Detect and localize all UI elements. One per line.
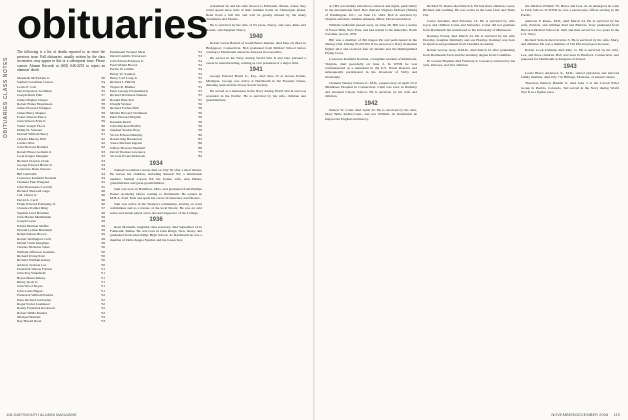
section-sidebar-label: OBITUARIES CLASS NOTES bbox=[3, 57, 9, 138]
class-year: '56 bbox=[197, 102, 202, 107]
class-year: '56 bbox=[197, 110, 202, 115]
deceased-name: Stephen Lind Hartman bbox=[17, 210, 49, 215]
deceased-name: Joseph Gorin bbox=[17, 219, 36, 224]
obituary-column-3 bbox=[206, 4, 306, 104]
right-page bbox=[315, 0, 628, 420]
class-year: '39 bbox=[100, 106, 105, 111]
obituary-paragraph: Bill was a member of Phi Kappa Psi and participated in the Outing Club. During World War II he served as a Navy lieutenant fighter pilot and received four air medals and the Distinguished Flying Cross. bbox=[325, 38, 417, 56]
class-year: '54 bbox=[197, 67, 202, 72]
deceased-name: Daniel Clark Kingman bbox=[17, 241, 49, 246]
deceased-name: Richard Forbes Hull bbox=[110, 106, 139, 111]
deceased-name: Roger Porter Luskhead bbox=[17, 301, 50, 306]
class-year-heading: 1936 bbox=[149, 217, 163, 224]
obituary-paragraph: Rene Marinelli, longtime class secretary, died September 19 in Falmouth, Maine. He was born in Glen Ridge, New Jersey, and graduated from Glen Ridge High School. At Dartmouth he was a member of Delta Kappa Epsilon and the Green Key. bbox=[110, 224, 202, 242]
class-year: '55 bbox=[197, 97, 202, 102]
deceased-name: Robert Reg Henderson bbox=[110, 136, 143, 141]
class-year: '39 bbox=[100, 115, 105, 120]
obituary-paragraph: Richard Schock died October 3. He is survived by his wife, Mary, and children. He was a member of Chi Phi and played lacrosse. bbox=[521, 38, 619, 47]
class-year: '49 bbox=[100, 228, 105, 232]
class-year-heading: 1942 bbox=[364, 100, 378, 107]
page-footer bbox=[551, 412, 620, 417]
class-year: '39 bbox=[100, 110, 105, 115]
class-year: '41 bbox=[100, 132, 105, 137]
deceased-name: Richard Shotwell Gage bbox=[17, 188, 50, 193]
class-year: '44 bbox=[100, 175, 105, 180]
class-year: '36 bbox=[100, 84, 105, 89]
class-year: '50 bbox=[100, 258, 105, 263]
class-year: '52 bbox=[100, 293, 105, 298]
deceased-name: Harry Carl Long Jr. bbox=[110, 76, 138, 81]
deceased-name: James Hughes Thayer bbox=[17, 97, 48, 102]
obituary-paragraph: Theodore Herbert Haskell Jr. died June 5 at the Carroll Elder Group in Pueblo, Colorado. Ted served in the Navy during World War II as a fighter pilot. bbox=[521, 81, 619, 95]
deaths-list-continued bbox=[110, 50, 202, 159]
deceased-name: Donald Lyman Burnham bbox=[17, 228, 52, 232]
deceased-name: Foster Warren Pierce bbox=[17, 115, 47, 120]
obituary-paragraph: Lawrence Kenfield Norman, a longtime resident of Richmond, Virginia, died peacefully on June 2. In WWII he was commissioned as a lieutenant in the U.S. Naval Reserve and subsequently participated in the invasions of Sicily and Normandy. bbox=[325, 57, 417, 79]
obituary-paragraph: He served as a lieutenant in the Navy during World War II and was wounded in the Pacific. He is survived by his wife, children and grandchildren. bbox=[206, 89, 306, 103]
deceased-name: Richard William Kelley bbox=[17, 258, 51, 263]
deceased-name: Wayne B. Blumer bbox=[110, 84, 136, 89]
class-year: '35 bbox=[100, 89, 105, 93]
class-year: '56 bbox=[197, 119, 202, 124]
deceased-name: William Jefferson Geitsma bbox=[17, 249, 55, 254]
class-year: '51 bbox=[100, 275, 105, 280]
class-year: '45 bbox=[100, 184, 105, 189]
class-year: '56 bbox=[197, 115, 202, 120]
obituary-paragraph: Robert Grover Gray, D.M.D., died March 21 after graduating from Dartmouth Tuck and the dentistry degree from Columbia. bbox=[423, 48, 515, 57]
class-year: '42 bbox=[100, 136, 105, 141]
class-year: '55 bbox=[197, 76, 202, 81]
class-year: '44 bbox=[100, 167, 105, 172]
deceased-name: David Spencer Goldman bbox=[17, 89, 52, 93]
page-title: obituaries bbox=[17, 1, 208, 47]
deceased-name: Victor Edward Murphy bbox=[110, 132, 143, 137]
left-page bbox=[0, 0, 313, 420]
deceased-name: Randy Frederick Rockwell bbox=[17, 306, 55, 311]
class-year: '60 bbox=[197, 132, 202, 137]
class-year: '66 bbox=[197, 141, 202, 146]
issue-date: NOVEMBER/DECEMBER 2008 bbox=[551, 412, 609, 417]
deceased-entry bbox=[17, 319, 105, 323]
class-year-heading: 1941 bbox=[249, 67, 263, 74]
deaths-list bbox=[17, 76, 105, 324]
deceased-name: Peter Richard Garbarino bbox=[17, 297, 52, 302]
class-year: '58 bbox=[197, 123, 202, 128]
class-year: '51 bbox=[100, 271, 105, 276]
deceased-name: Victoria Evans McIntosh bbox=[110, 154, 145, 159]
deceased-name: Lewis E. Colt bbox=[17, 84, 37, 89]
deceased-name: Frank Edward Pollansky Jr. bbox=[17, 201, 56, 206]
deceased-name: Dwight Wolper bbox=[110, 102, 132, 107]
class-year: '55 bbox=[197, 80, 202, 85]
class-year: '46 bbox=[100, 188, 105, 193]
deceased-name: Vance Michael Ingram bbox=[110, 141, 142, 146]
class-year-heading: 1943 bbox=[563, 63, 577, 70]
obituary-paragraph: Lewis Bruce Anderson Jr., M.D., retired physician and beloved family member, died July 7 in Billings, Montana, of natural causes. bbox=[521, 71, 619, 80]
obituary-paragraph: Carter deLaittre died February 14. He is survived by wife Joyce and children Carter and Natascha. Carter did not graduate from Dartmouth but transferred to the University of Minnesota. bbox=[423, 18, 515, 32]
deceased-name: Clarence Kohler Ring bbox=[17, 206, 48, 211]
class-year: '52 bbox=[100, 297, 105, 302]
class-year: '45 bbox=[100, 180, 105, 185]
deceased-name: Emmanuel Wolpert Metz bbox=[110, 50, 146, 54]
obituary-paragraph: Sam was born in Hamilton, Ohio, and graduated from Phillips Exeter Academy before coming to Dartmouth. He earned an M.B.A. from Tuck and spent his career in insurance and finance. bbox=[110, 187, 202, 201]
obituary-paragraph: Anthony F. Russo, M.D., died March 24. He is survived by his wife, Patricia, and children Paul and Barbara. Tony graduated from Harvard Medical School in 1945 and then served for two years in the U.S. Navy. bbox=[521, 18, 619, 37]
obituary-paragraph: Romney Ewing died March 24. He is survived by his wife Dorothy, daughter Kimberly and son Bradley. Romney was born in Ipswich and graduated from Cheshire Academy. bbox=[423, 33, 515, 47]
class-year: '54 bbox=[197, 71, 202, 76]
class-year: '54 bbox=[197, 63, 202, 68]
class-year: '55 bbox=[197, 84, 202, 89]
class-year: '43 bbox=[100, 149, 105, 154]
obituary-paragraph: Clement Stanley Scholes Jr., M.D., passed away on April 25 at Middlesex Hospital in Connecticut. Clem was born in Danbury and attended Choate School. He is survived by his wife and children. bbox=[325, 80, 417, 99]
class-year: '46 bbox=[100, 201, 105, 206]
class-year-heading: 1940 bbox=[249, 34, 263, 41]
class-year: '49 bbox=[100, 219, 105, 224]
deceased-name: George Edward Brand Jr. bbox=[17, 162, 53, 167]
deceased-name: Charles Murray Hall bbox=[17, 136, 46, 141]
deceased-name: Frederick Vinson Farbert bbox=[17, 267, 53, 272]
deceased-name: Lawrence Kenfield Norman bbox=[17, 175, 57, 180]
deceased-name: Andrew Jackson Lee bbox=[17, 262, 47, 267]
class-year: '47 bbox=[100, 206, 105, 211]
deceased-name: David A. Cecil bbox=[17, 197, 38, 202]
class-year: '30 bbox=[100, 75, 105, 80]
deceased-name: Michael Bonnell bbox=[17, 314, 41, 319]
deceased-name: David Thomas Lawrence bbox=[110, 149, 146, 154]
deceased-name: Robert Fisher Hopkinson bbox=[17, 102, 53, 107]
class-year: '53 bbox=[197, 50, 202, 54]
deceased-name: Leon Kruger Meagher bbox=[17, 154, 49, 159]
obituary-paragraph: Nelson W. Crane died April 22. He is survived by his wife, Mary Belle Keller-Crane, and son William. At Dartmouth he majored in English and history. bbox=[325, 107, 417, 121]
obituary-paragraph: George Edward Brand Jr., Esq., died June 25 at Grosse Pointe, Michigan. George was active at Dartmouth in the Forensic Union, debating team and the Tower Room Society. bbox=[206, 74, 306, 88]
deceased-name: John Devereaux Corvelti bbox=[17, 184, 52, 189]
obituary-paragraph: He served in the Navy during World War II and later pursued a career in manufacturing, retiring as vice president of a major firm. bbox=[206, 56, 306, 65]
class-year: '42 bbox=[100, 141, 105, 146]
class-year: '53 bbox=[100, 314, 105, 319]
deceased-name: Henry Rock Jr. bbox=[17, 280, 39, 285]
class-year: '55 bbox=[197, 89, 202, 94]
class-year: '75 bbox=[197, 149, 202, 154]
class-year: '49 bbox=[100, 223, 105, 228]
deceased-name: John Louis Hagan bbox=[17, 288, 43, 293]
deceased-name: Donald William Berry bbox=[17, 132, 49, 137]
deceased-name: Jeffrey Howard Shendell bbox=[110, 145, 145, 150]
deceased-name: Lawrence Dean Stewart bbox=[17, 167, 51, 172]
class-year: '52 bbox=[100, 301, 105, 306]
deceased-name: Henry W. Sanders bbox=[110, 71, 136, 76]
class-year: '55 bbox=[197, 93, 202, 98]
deceased-name: Clement Fisk Wiegand bbox=[17, 180, 50, 185]
deceased-name: Lucius Wise bbox=[17, 141, 35, 146]
class-year: '46 bbox=[100, 197, 105, 202]
obituary-column-1 bbox=[17, 50, 105, 324]
class-year: '42 bbox=[100, 145, 105, 150]
obituary-paragraph: Robert Lewis Hartich of South Bend, Indiana, died May 16. Born in Bridgeport, Connecticut, Bob graduated from Milford School before coming to Dartmouth where he majored in economics. bbox=[206, 41, 306, 55]
class-year: '49 bbox=[100, 214, 105, 219]
obituary-paragraph: William Galbraith passed away on June 28. Bill was a native of Forest Hills, New York, and had retired to the Asheville, North Carolina, area in 1979. bbox=[325, 23, 417, 37]
intro-paragraph: The following is a list of deaths reported to us since the previous issue. Full obituaries, usually written by the class secretaries, may appear in this or a subsequent issue. Please contact Alumni Records at (603) 646-2253 to report an alumnus' death. bbox=[17, 50, 105, 73]
obituary-column-5 bbox=[423, 4, 515, 69]
class-year-heading: 1934 bbox=[149, 160, 163, 167]
deceased-name: Samuel Goodman Carson bbox=[17, 80, 53, 85]
page-number: 119 bbox=[613, 412, 620, 417]
obituary-paragraph: He is survived by his wife of 63 years, Nancy, and sons, Rene and Robert, and daughter Nancy. bbox=[206, 23, 306, 32]
deceased-name: Edwin Herman Maffie bbox=[17, 223, 49, 228]
class-year: '44 bbox=[100, 171, 105, 176]
obituary-paragraph: Sam was active in the Westport community, serving on town committees and as a trustee of the local library. He was an avid sailor and tennis player and a devoted supporter of the College. bbox=[110, 202, 202, 215]
obituary-paragraph: retirement he and his wife moved to Falmouth, Maine, where they could spend more time at their summer home on Chebeague Island. Rene lived a full life and will be greatly missed by his many classmates and friends. bbox=[206, 4, 306, 22]
deceased-name: James Berry Shapiro bbox=[17, 110, 47, 115]
deceased-name: John Roy Wakefield bbox=[17, 271, 46, 276]
deceased-name: Stephen Yerdon Hoyt bbox=[110, 128, 141, 133]
deceased-name: John Edwin Erickson Jr. bbox=[110, 58, 145, 63]
deceased-name: John Harlan Middlemist bbox=[17, 214, 52, 219]
deceased-name: Stuart Joseph Flood bbox=[17, 123, 45, 128]
class-year: '50 bbox=[100, 262, 105, 267]
obituary-column-2 bbox=[110, 50, 202, 244]
class-year: '51 bbox=[100, 280, 105, 285]
obituary-paragraph: H. Gowan Hayman died February 6. Gowan is survived by his wife, Dolores, and five children. bbox=[423, 58, 515, 68]
class-year: '40 bbox=[100, 128, 105, 133]
class-year: '49 bbox=[100, 236, 105, 241]
deceased-name: Frederick William Endres bbox=[17, 293, 54, 298]
deceased-name: Parvin D. Gillim bbox=[110, 67, 134, 72]
deceased-name: David Camillo Traversari bbox=[110, 54, 146, 59]
deceased-name: Robert Wellington Cecil bbox=[17, 236, 52, 241]
deceased-name: John Warren Fritz Jr. bbox=[17, 119, 47, 124]
class-year: '50 bbox=[100, 245, 105, 250]
deceased-name: Fred Wright Brown bbox=[110, 63, 138, 68]
class-year: '38 bbox=[100, 97, 105, 102]
deceased-name: James Howard Schipper bbox=[17, 106, 52, 111]
deceased-name: John Maclean Pfeiffer bbox=[110, 123, 142, 128]
deceased-name: Ronald Hale Port bbox=[110, 97, 135, 102]
class-year: '68 bbox=[197, 145, 202, 150]
class-year: '34 bbox=[100, 80, 105, 85]
class-year: '53 bbox=[100, 319, 105, 324]
deceased-name: Bill Galbraith bbox=[17, 171, 37, 176]
class-year: '51 bbox=[100, 284, 105, 289]
deceased-name: John Howard Holland bbox=[17, 145, 48, 150]
deceased-name: Robert Willis Kneitel bbox=[17, 310, 47, 315]
class-year: '63 bbox=[197, 136, 202, 141]
class-year: '39 bbox=[100, 119, 105, 124]
deceased-name: Richard J. Hill III bbox=[110, 80, 135, 85]
deceased-name: Kenneth Reich bbox=[110, 119, 131, 124]
deceased-name: Ray Harold Ryan bbox=[17, 319, 42, 324]
class-year: '58 bbox=[197, 128, 202, 133]
deceased-name: J.M. Oliver Jr. bbox=[17, 193, 38, 198]
obituary-paragraph: Robert Cook Tomkins died May 11. He is survived by his wife, Lee, and three children. Bob was born in Hartford, Connecticut, and prepared for Dartmouth at Kingswood School. bbox=[521, 48, 619, 62]
deceased-name: Joseph Mark Fuhr bbox=[17, 93, 43, 98]
deceased-name: Peter Howard Pilgrim bbox=[110, 115, 141, 120]
class-year: '52 bbox=[100, 310, 105, 315]
class-year: '82 bbox=[197, 154, 202, 159]
class-year: '52 bbox=[100, 306, 105, 311]
obituary-column-4 bbox=[325, 4, 417, 123]
class-year: '40 bbox=[100, 123, 105, 128]
class-year: '50 bbox=[100, 249, 105, 254]
deceased-name: Philip W. Scheuer bbox=[17, 128, 43, 133]
class-year: '43 bbox=[100, 158, 105, 163]
deceased-name: Ralph Nelson Brown bbox=[17, 232, 47, 237]
deceased-name: Richard Robinson Nielsen bbox=[110, 93, 147, 98]
class-year: '46 bbox=[100, 193, 105, 198]
obituary-paragraph: at CBS was mainly television contracts and rights, particularly in the international field. Bob married Virginia McKeel (Smith) of Washington, D.C., on June 15, 1945. Bob is survived by Virginia and their children Amanda, Miles, David and Alison. bbox=[325, 4, 417, 22]
class-year: '44 bbox=[100, 162, 105, 167]
obituary-paragraph: his children William '70, Bruce and Lisa. At an undergrad he went to Tuck School. In WWII he was a paratrooper officer serving in the Pacific. bbox=[521, 4, 619, 17]
deceased-name: Richard Irving Paul bbox=[17, 254, 45, 259]
class-year: '49 bbox=[100, 241, 105, 246]
class-year: '48 bbox=[100, 210, 105, 215]
deceased-name: Peter George Dronenbusch bbox=[110, 89, 148, 94]
deceased-entry bbox=[110, 154, 202, 158]
deceased-name: Melvin Howard Wolfskeel bbox=[110, 110, 148, 115]
class-year: '54 bbox=[197, 58, 202, 63]
deceased-name: Charles Nicholas Scher bbox=[17, 245, 50, 250]
obituary-paragraph: Samuel Goodman Carson died on July 30 after a short illness. He leaves his children, including Russell '62; a Dartmouth nephew, Samuel Carson '64; his former wife, Ann Hanks; grandchildren and great-grandchildren. bbox=[110, 168, 202, 186]
class-year: '43 bbox=[100, 154, 105, 159]
class-year: '51 bbox=[100, 267, 105, 272]
class-year: '56 bbox=[197, 106, 202, 111]
obituary-column-6 bbox=[521, 4, 619, 96]
deceased-name: Mendelle McFadden Jr. bbox=[17, 75, 51, 80]
deceased-name: Richard Clayton Clark bbox=[17, 158, 49, 163]
class-year: '50 bbox=[100, 254, 105, 259]
page-footer: 118 DARTMOUTH ALUMNI MAGAZINE bbox=[6, 412, 77, 417]
deceased-name: Robert Bruce Graham Jr. bbox=[17, 149, 52, 154]
deceased-name: John Wood Noyes bbox=[17, 284, 43, 289]
class-year: '49 bbox=[100, 232, 105, 237]
class-year: '51 bbox=[100, 288, 105, 293]
class-year: '53 bbox=[197, 54, 202, 59]
deceased-name: Bryan Mann Rainey bbox=[17, 275, 46, 280]
obituary-paragraph: Richard W. Deane died March 6. He had three children, Greta, Richard and Lenning. He was active in the Glee Club and Theta Chi. bbox=[423, 4, 515, 17]
class-year: '38 bbox=[100, 102, 105, 107]
class-year: '37 bbox=[100, 93, 105, 98]
